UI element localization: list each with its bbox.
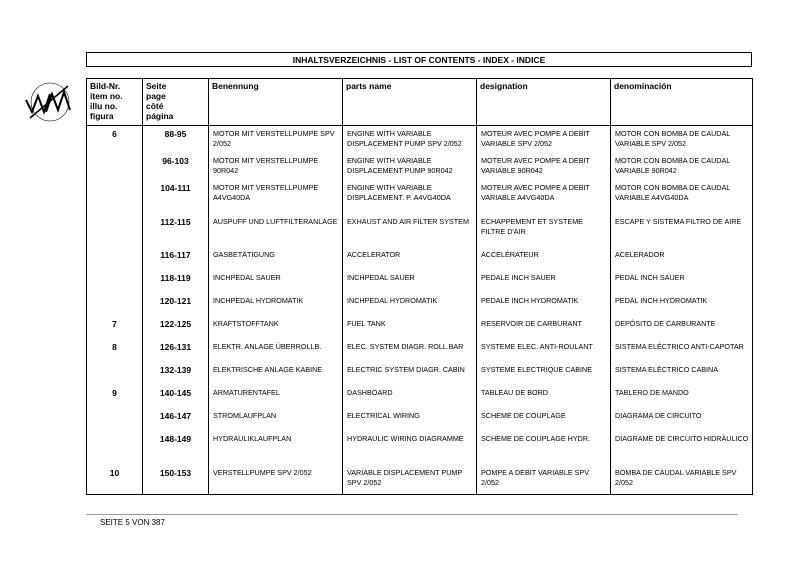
cell-es: PEDAL INCH HYDROMATIK [611, 293, 753, 316]
cell-en: ENGINE WITH VARIABLE DISPLACEMENT PUMP SPV 2/052 [343, 126, 477, 153]
cell-en: ENGINE WITH VARIABLE DISPLACEMENT PUMP 90R042 [343, 153, 477, 180]
cell-en: HYDRAULIC WIRING DIAGRAMME [343, 431, 477, 465]
cell-bild [87, 153, 143, 180]
table-row [87, 408, 753, 431]
cell-de: ARMATURENTAFEL [209, 385, 343, 408]
cell-es: MOTOR CON BOMBA DE CAUDAL VARIABLE 90R042 [611, 153, 753, 180]
cell-fr: MOTEUR AVEC POMPE A DEBIT VARIABLE SPV 2/052 [477, 126, 611, 153]
cell-seite: 122-125 [143, 316, 209, 339]
cell-fr: POMPE A DEBIT VARIABLE SPV 2/052 [477, 465, 611, 495]
table-row [87, 385, 753, 408]
cell-seite: 104-111 [143, 180, 209, 214]
cell-es: DEPÓSITO DE CARBURANTE [611, 316, 753, 339]
table-row [87, 153, 753, 180]
table-row [87, 180, 753, 214]
cell-bild [87, 214, 143, 247]
table-row [87, 465, 753, 495]
col-es: denominación [611, 79, 753, 126]
table-row [87, 214, 753, 247]
table-row [87, 126, 753, 153]
cell-en: ELECTRICAL WIRING [343, 408, 477, 431]
cell-de: GASBETÄTIGUNG [209, 247, 343, 270]
page-title: INHALTSVERZEICHNIS - LIST OF CONTENTS - INDEX - INDICE [86, 52, 752, 67]
cell-es: BOMBA DE CAUDAL VARIABLE SPV 2/052 [611, 465, 753, 495]
table-row [87, 270, 753, 293]
cell-fr: SYSTEME ELEC. ANTI-ROULANT [477, 339, 611, 362]
cell-bild: 10 [87, 465, 143, 495]
cell-en: ACCELERATOR [343, 247, 477, 270]
cell-fr: RESERVOIR DE CARBURANT [477, 316, 611, 339]
contents-table [86, 78, 753, 495]
cell-seite: 88-95 [143, 126, 209, 153]
cell-de: VERSTELLPUMPE SPV 2/052 [209, 465, 343, 495]
cell-bild [87, 431, 143, 465]
cell-bild: 9 [87, 385, 143, 408]
cell-de: ELEKTRISCHE ANLAGE KABINE [209, 362, 343, 385]
col-seite: Seite page côté página [143, 79, 209, 126]
cell-en: EXHAUST AND AIR FILTER SYSTEM [343, 214, 477, 247]
cell-de: ELEKTR. ANLAGE ÜBERROLLB. [209, 339, 343, 362]
cell-es: DIAGRAMA DE CIRCUITO [611, 408, 753, 431]
cell-seite: 112-115 [143, 214, 209, 247]
table-row [87, 247, 753, 270]
cell-bild [87, 270, 143, 293]
cell-de: MOTOR MIT VERSTELLPUMPE A4VG40DA [209, 180, 343, 214]
table-row [87, 339, 753, 362]
logo-icon [24, 82, 76, 122]
cell-fr: PEDALE INCH SAUER [477, 270, 611, 293]
page-number: SEITE 5 VON 387 [100, 518, 165, 527]
cell-de: INCHPEDAL SAUER [209, 270, 343, 293]
cell-es: MOTOR CON BOMBA DE CAUDAL VARIABLE A4VG40DA [611, 180, 753, 214]
cell-fr: SCHEME DE COUPLAGE [477, 408, 611, 431]
cell-en: DASHBOARD [343, 385, 477, 408]
cell-bild [87, 180, 143, 214]
cell-seite: 118-119 [143, 270, 209, 293]
table-row [87, 362, 753, 385]
cell-bild [87, 362, 143, 385]
cell-de: INCHPEDAL HYDROMATIK [209, 293, 343, 316]
cell-de: KRAFTSTOFFTANK [209, 316, 343, 339]
cell-en: FUEL TANK [343, 316, 477, 339]
footer-divider [86, 514, 738, 515]
cell-de: AUSPUFF UND LUFTFILTERANLAGE [209, 214, 343, 247]
cell-en: INCHPEDAL HYDROMATIK [343, 293, 477, 316]
header-row [87, 79, 753, 126]
cell-seite: 96-103 [143, 153, 209, 180]
col-fr: designation [477, 79, 611, 126]
cell-es: ESCAPE Y SISTEMA FILTRO DE AIRE [611, 214, 753, 247]
col-bild: Bild-Nr. item no. illu no. figura [87, 79, 143, 126]
cell-en: ENGINE WITH VARIABLE DISPLACEMENT. P. A4VG40DA [343, 180, 477, 214]
table-row [87, 316, 753, 339]
cell-seite: 132-139 [143, 362, 209, 385]
table-row [87, 293, 753, 316]
cell-es: MOTOR CON BOMBA DE CAUDAL VARIABLE SPV 2/052 [611, 126, 753, 153]
cell-en: INCHPEDAL SAUER [343, 270, 477, 293]
cell-de: STROMLAUFPLAN [209, 408, 343, 431]
cell-seite: 140-145 [143, 385, 209, 408]
cell-es: SISTEMA ELÉCTRICO CABINA [611, 362, 753, 385]
table-row [87, 431, 753, 465]
cell-fr: SCHEME DE COUPLAGE HYDR. [477, 431, 611, 465]
cell-fr: ECHAPPEMENT ET SYSTEME FILTRE D'AIR [477, 214, 611, 247]
cell-seite: 148-149 [143, 431, 209, 465]
cell-es: ACELERADOR [611, 247, 753, 270]
cell-bild [87, 247, 143, 270]
cell-bild: 6 [87, 126, 143, 153]
cell-de: MOTOR MIT VERSTELLPUMPE 90R042 [209, 153, 343, 180]
cell-de: MOTOR MIT VERSTELLPUMPE SPV 2/052 [209, 126, 343, 153]
cell-seite: 126-131 [143, 339, 209, 362]
cell-en: ELECTRIC SYSTEM DIAGR. CABIN [343, 362, 477, 385]
cell-seite: 150-153 [143, 465, 209, 495]
cell-es: TABLERO DE MANDO [611, 385, 753, 408]
cell-bild [87, 408, 143, 431]
cell-seite: 146-147 [143, 408, 209, 431]
cell-en: ELEC. SYSTEM DIAGR. ROLL BAR [343, 339, 477, 362]
cell-bild: 8 [87, 339, 143, 362]
cell-fr: MOTEUR AVEC POMPE A DEBIT VARIABLE A4VG40DA [477, 180, 611, 214]
cell-fr: TABLEAU DE BORD [477, 385, 611, 408]
cell-seite: 116-117 [143, 247, 209, 270]
cell-fr: ACCELÉRATEUR [477, 247, 611, 270]
cell-es: DIAGRAME DE CIRCUITO HIDRÁULICO [611, 431, 753, 465]
cell-de: HYDRAULIKLAUFPLAN [209, 431, 343, 465]
cell-bild: 7 [87, 316, 143, 339]
cell-seite: 120-121 [143, 293, 209, 316]
col-en: parts name [343, 79, 477, 126]
cell-fr: SYSTEME ELECTRIQUE CABINE [477, 362, 611, 385]
cell-es: SISTEMA ELÉCTRICO ANTI-CAPOTAR [611, 339, 753, 362]
cell-en: VARIABLE DISPLACEMENT PUMP SPV 2/052 [343, 465, 477, 495]
cell-fr: MOTEUR AVEC POMPE A DEBIT VARIABLE 90R042 [477, 153, 611, 180]
cell-fr: PEDALE INCH HYDROMATIK [477, 293, 611, 316]
cell-bild [87, 293, 143, 316]
col-de: Benennung [209, 79, 343, 126]
cell-es: PEDAL INCH SAUER [611, 270, 753, 293]
